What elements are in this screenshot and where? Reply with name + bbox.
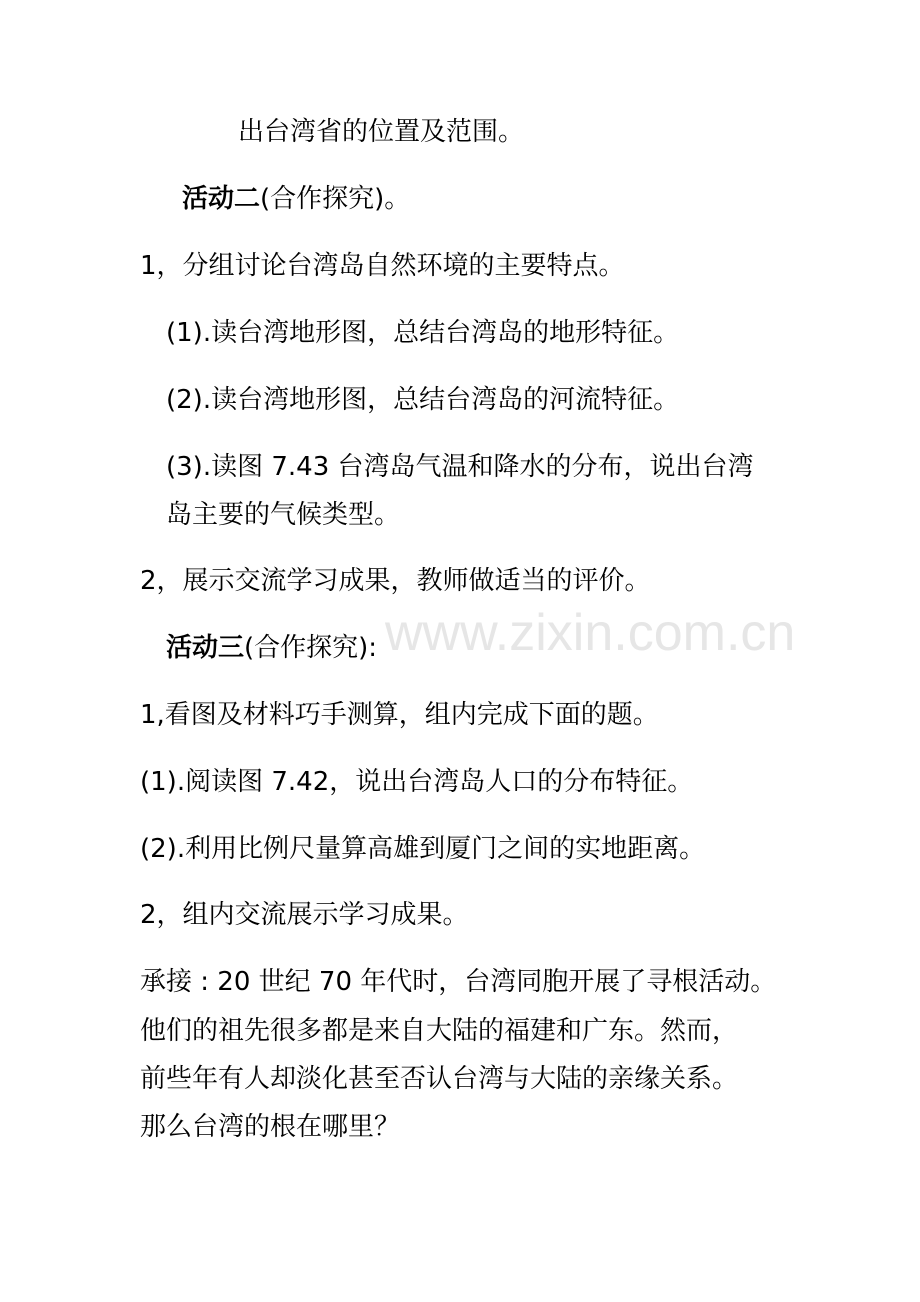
paragraph-line: (1).阅读图 7.42，说出台湾岛人口的分布特征。 bbox=[140, 767, 694, 797]
activity-three-title: 活动三 bbox=[166, 633, 245, 663]
paragraph-line: 岛主要的气候类型。 bbox=[166, 500, 401, 530]
paragraph-line: (3).读图 7.43 台湾岛气温和降水的分布，说出台湾 bbox=[166, 452, 754, 482]
paragraph-line: 2，展示交流学习成果，教师做适当的评价。 bbox=[140, 566, 651, 596]
activity-three-heading bbox=[166, 631, 377, 665]
activity-two-heading bbox=[182, 182, 410, 216]
paragraph-line: 承接 : 20 世纪 70 年代时，台湾同胞开展了寻根活动。 bbox=[140, 967, 777, 997]
activity-two-title: 活动二 bbox=[182, 184, 261, 214]
paragraph-line: 2，组内交流展示学习成果。 bbox=[140, 900, 469, 930]
paragraph-line: 前些年有人却淡化甚至否认台湾与大陆的亲缘关系。 bbox=[140, 1064, 739, 1094]
paragraph-line: 1,看图及材料巧手测算，组内完成下面的题。 bbox=[140, 700, 659, 730]
paragraph-line: (2).读台湾地形图，总结台湾岛的河流特征。 bbox=[166, 385, 680, 415]
activity-three-subtitle: (合作探究): bbox=[244, 633, 378, 663]
paragraph-line: (2).利用比例尺量算高雄到厦门之间的实地距离。 bbox=[140, 834, 706, 864]
paragraph-line: 他们的祖先很多都是来自大陆的福建和广东。然而， bbox=[140, 1016, 739, 1046]
paragraph-line: 1，分组讨论台湾岛自然环境的主要特点。 bbox=[140, 251, 625, 281]
watermark: www.zixin.com.cn bbox=[385, 604, 796, 662]
activity-two-subtitle: (合作探究)。 bbox=[260, 184, 411, 214]
paragraph-line: (1).读台湾地形图，总结台湾岛的地形特征。 bbox=[166, 318, 680, 348]
paragraph-line: 那么台湾的根在哪里？ bbox=[140, 1112, 401, 1142]
paragraph-line: 出台湾省的位置及范围。 bbox=[238, 117, 525, 147]
